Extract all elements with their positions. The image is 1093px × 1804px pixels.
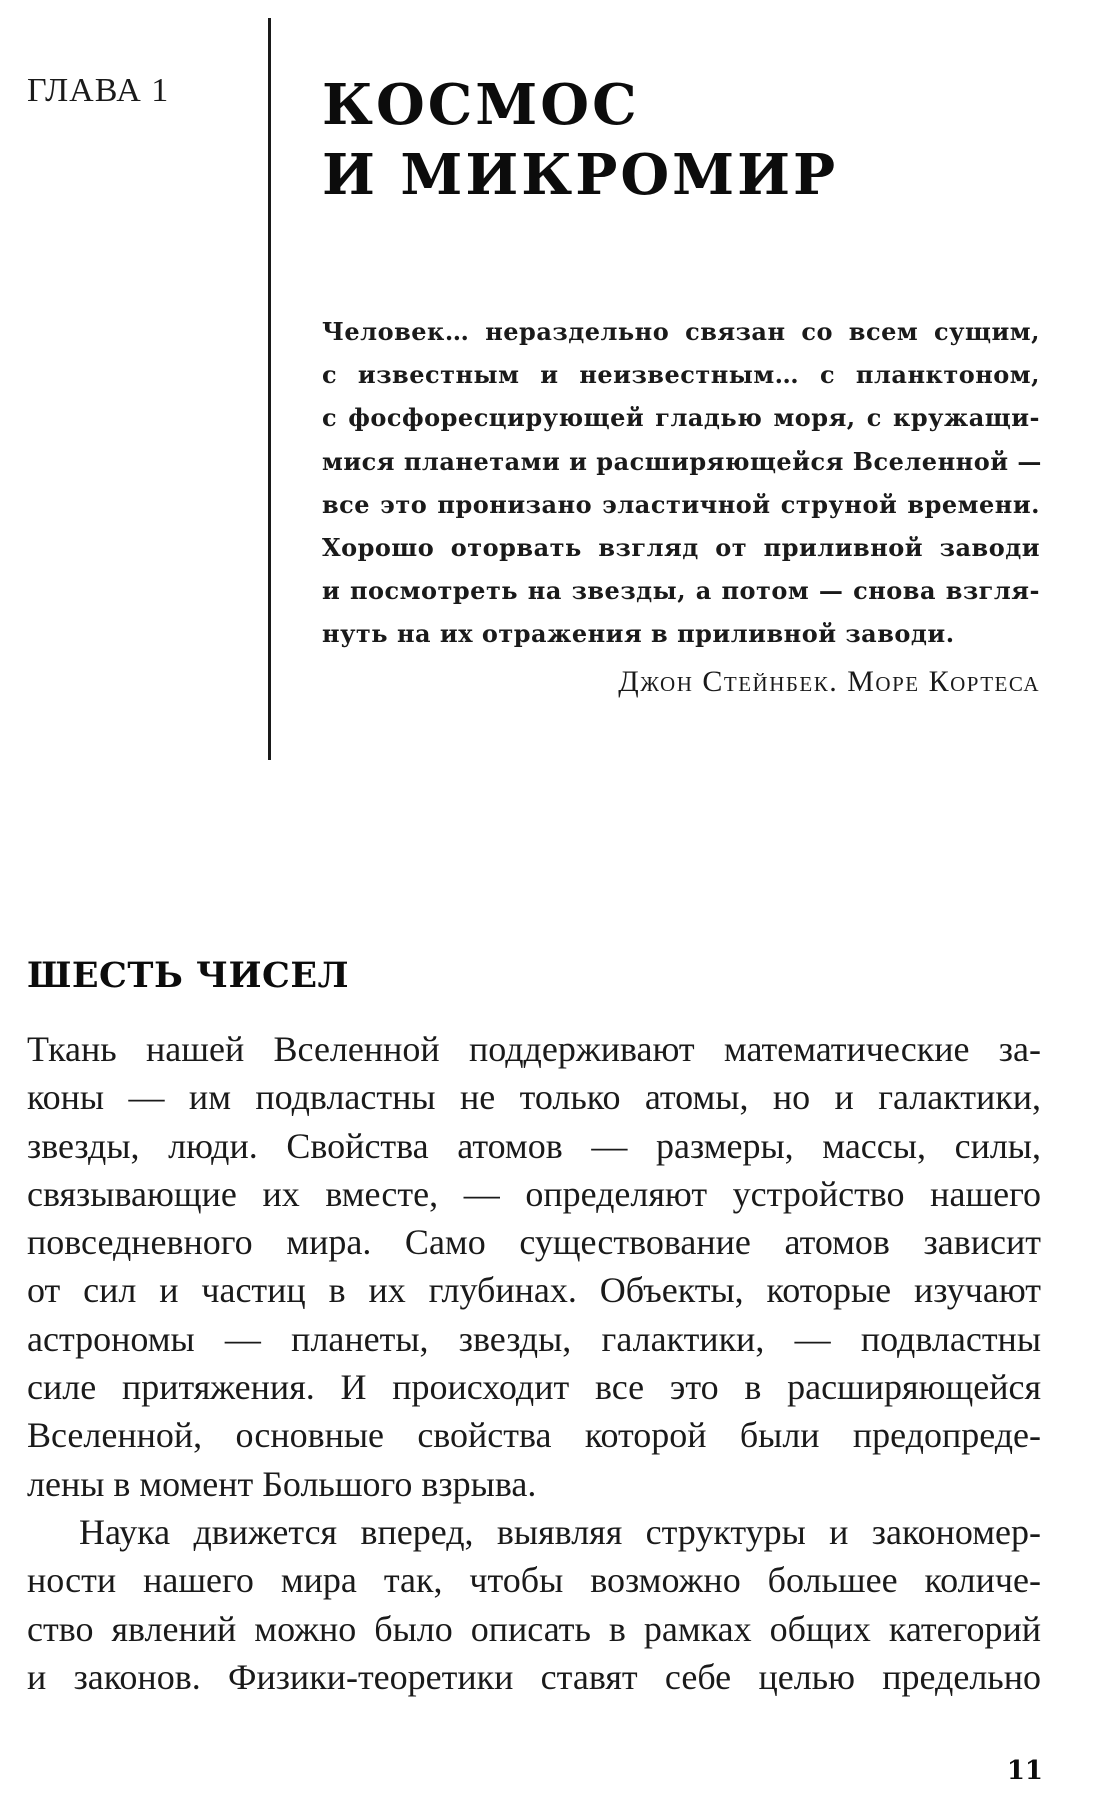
epigraph-line: с известным и неизвестным… с планктоном, [322,360,1040,390]
body-text [27,1025,1041,1701]
paragraph-2 [27,1508,1041,1701]
epigraph-text [322,310,1040,656]
epigraph-line: и посмотреть на звезды, а потом — снова взгля- [322,576,1040,606]
text-line: астрономы — планеты, звезды, галактики, — подвластны [27,1318,1041,1359]
page-number: 11 [1006,1756,1043,1786]
epigraph-line: с фосфоресцирующей гладью моря, с кружащи- [322,403,1040,433]
text-line: ство явлений можно было описать в рамках общих категорий [27,1608,1041,1649]
epigraph-line: мися планетами и расширяющейся Вселенной — [322,446,1042,476]
text-line: звезды, люди. Свойства атомов — размеры, массы, силы, [27,1125,1041,1166]
text-line: ности нашего мира так, чтобы возможно большее количе- [27,1560,1041,1601]
epigraph-line: Человек… нераздельно связан со всем сущим, [322,317,1040,346]
text-line: Вселенной, основные свойства которой были предопреде- [27,1415,1041,1456]
epigraph [322,310,1040,699]
epigraph-line: Хорошо оторвать взгляд от приливной заводи [322,533,1040,563]
text-line: повседневного мира. Само существование атомов зависит [27,1222,1041,1263]
vertical-divider [268,18,271,760]
epigraph-source: Джон Стейнбек. Море Кортеса [618,664,1040,698]
text-line: лены в момент Большого взрыва. [27,1463,537,1504]
epigraph-line: нуть на их отражения в приливной заводи. [322,619,955,649]
text-line: связывающие их вместе, — определяют устройство нашего [27,1173,1041,1214]
text-line: от сил и частиц в их глубинах. Объекты, которые изучают [27,1270,1041,1311]
chapter-label: ГЛАВА 1 [27,72,170,109]
text-line: Ткань нашей Вселенной поддерживают математические за- [27,1029,1041,1069]
chapter-title-line-1: КОСМОС [322,72,640,138]
chapter-title [322,70,838,210]
text-line: и законов. Физики-теоретики ставят себе целью предельно [27,1656,1041,1697]
epigraph-line: все это пронизано эластичной струной времени. [322,489,1040,519]
text-line: силе притяжения. И происходит все это в расширяющейся [27,1367,1041,1408]
chapter-title-line-2: И МИКРОМИР [322,142,839,208]
paragraph-1 [27,1025,1041,1508]
text-line: Наука движется вперед, выявляя структуры и закономер- [79,1511,1041,1552]
section-heading: ШЕСТЬ ЧИСЕЛ [27,955,350,996]
text-line: коны — им подвластны не только атомы, но и галактики, [27,1077,1041,1118]
